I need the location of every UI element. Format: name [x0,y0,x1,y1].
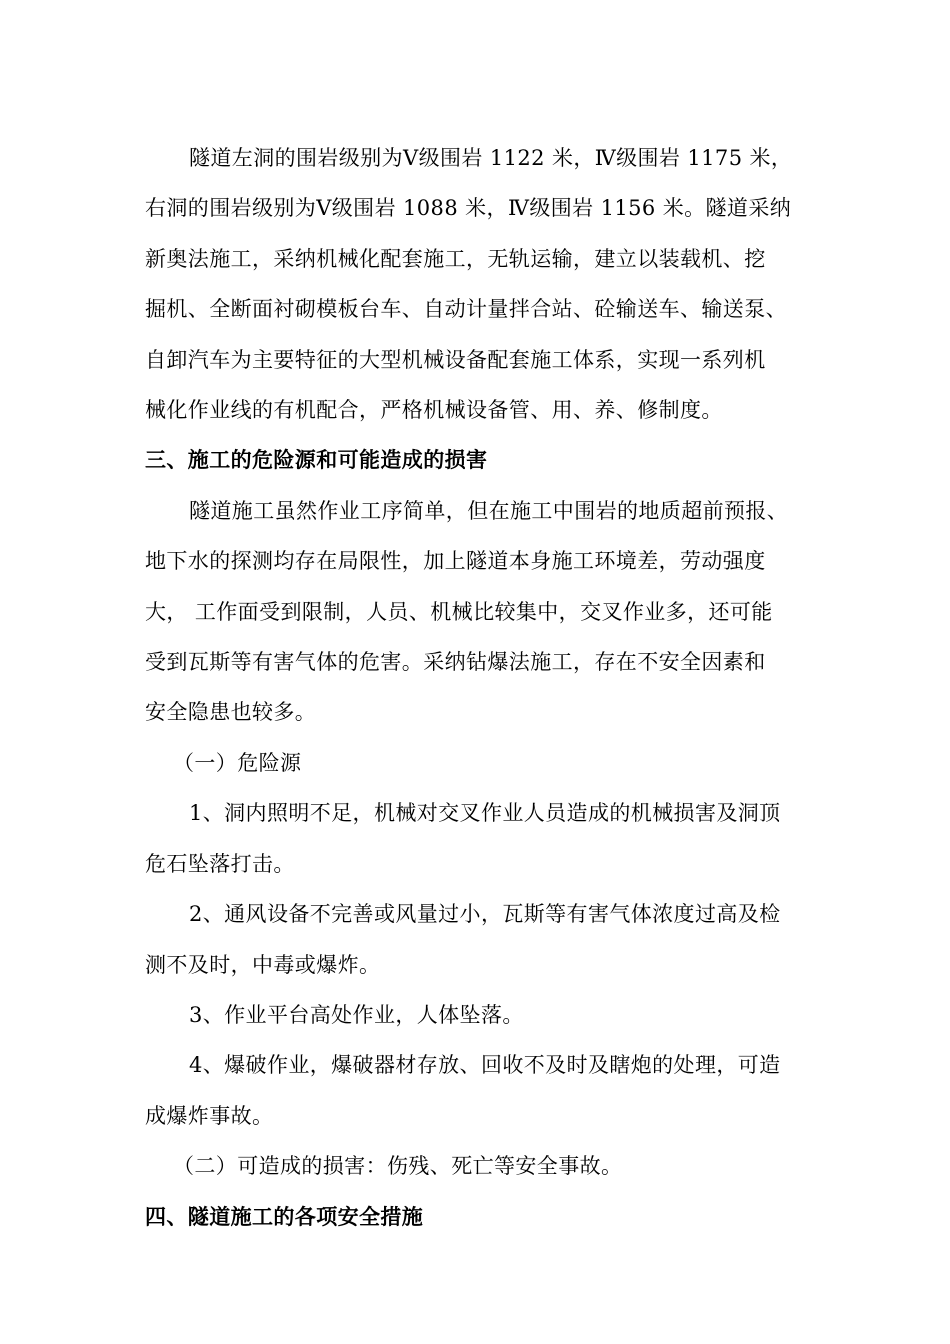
text-line: 右洞的围岩级别为Ⅴ级围岩 1088 米，Ⅳ级围岩 1156 米。隧道采纳 [145,196,792,221]
text-line: 1、洞内照明不足，机械对交叉作业人员造成的机械损害及洞顶 [189,801,781,826]
text-line: 大， 工作面受到限制，人员、机械比较集中，交叉作业多，还可能 [145,599,773,624]
section-heading-hazards: 三、施工的危险源和可能造成的损害 [145,448,488,473]
paragraph-rock-classification [145,133,825,435]
text-line: 成爆炸事故。 [145,1103,274,1128]
text-line: 新奥法施工，采纳机械化配套施工，无轨运输，建立以装载机、挖 [145,246,766,271]
list-item-falls [145,990,825,1040]
document-body [145,133,825,1242]
text-line: 隧道左洞的围岩级别为Ⅴ级围岩 1122 米，Ⅳ级围岩 1175 米， [189,146,793,170]
text-line: 安全隐患也较多。 [145,700,317,725]
section-heading-safety-measures: 四、隧道施工的各项安全措施 [145,1204,424,1229]
list-item-lighting [145,788,825,889]
text-line: 自卸汽车为主要特征的大型机械设备配套施工体系，实现一系列机 [145,347,766,372]
subheading-possible-damage: （二）可造成的损害：伤残、死亡等安全事故。 [173,1154,623,1179]
text-line: 测不及时，中毒或爆炸。 [145,952,381,977]
text-line: 隧道施工虽然作业工序简单，但在施工中围岩的地质超前预报、 [189,498,789,523]
text-line: 受到瓦斯等有害气体的危害。采纳钻爆法施工，存在不安全因素和 [145,650,766,675]
subheading-hazard-sources: （一）危险源 [173,750,302,775]
list-item-ventilation [145,889,825,990]
paragraph-hazard-description [145,486,825,738]
text-line: 2、通风设备不完善或风量过小，瓦斯等有害气体浓度过高及检 [189,902,781,927]
text-line: 械化作业线的有机配合，严格机械设备管、用、养、修制度。 [145,398,723,423]
text-line: 地下水的探测均存在局限性，加上隧道本身施工环境差，劳动强度 [145,549,766,574]
text-line: 3、作业平台高处作业，人体坠落。 [189,1002,524,1027]
text-line: 4、爆破作业，爆破器材存放、回收不及时及瞎炮的处理，可造 [189,1053,781,1078]
text-line: 危石坠落打击。 [145,851,295,876]
list-item-blasting [145,1040,825,1141]
text-line: 掘机、全断面衬砌模板台车、自动计量拌合站、砼输送车、输送泵、 [145,297,787,322]
